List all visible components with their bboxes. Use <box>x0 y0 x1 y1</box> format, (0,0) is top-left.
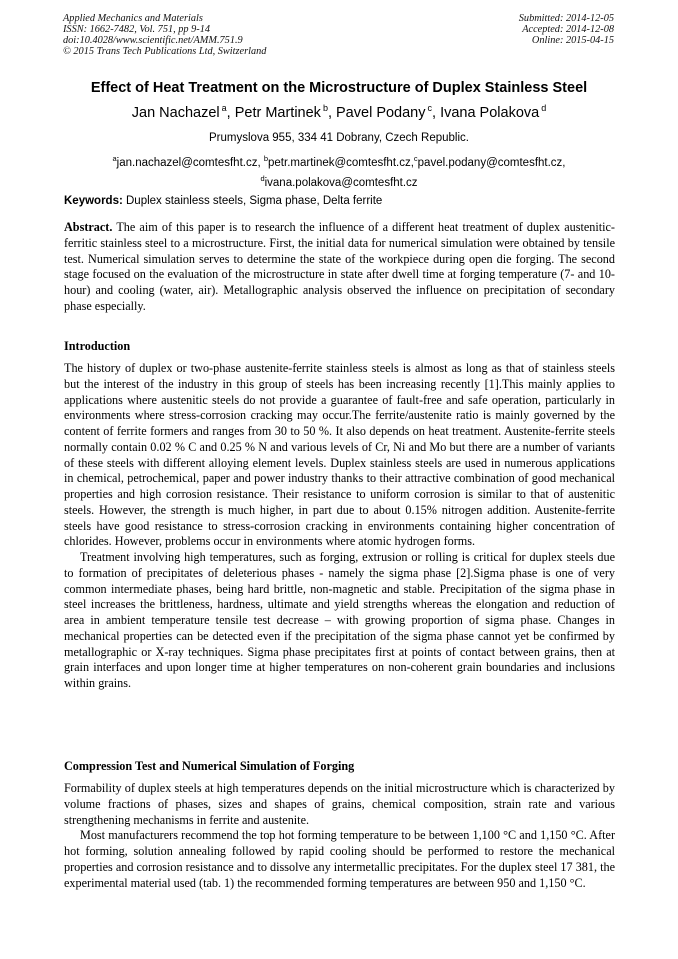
affiliation: Prumyslova 955, 334 41 Dobrany, Czech Republic. <box>209 132 469 144</box>
keywords-text: Duplex stainless steels, Sigma phase, Delta ferrite <box>122 195 383 207</box>
paragraph: Most manufacturers recommend the top hot forming temperature to be between 1,100 °C and 1,150 °C. After hot forming, solution annealing followed by rapid cooling should be performed to restore the mechanical properties and corrosion resistance and to dissolve any intermetallic precipitates. For the duplex steel 17 381, the experimental material used (tab. 1) the recommended forming temperatures are between 950 and 1,150 °C. <box>64 828 615 890</box>
doi: doi:10.4028/www.scientific.net/AMM.751.9 <box>63 35 243 46</box>
author-mark: b <box>322 103 328 113</box>
email-mark: c <box>413 154 418 163</box>
keywords-label: Keywords: <box>64 195 123 207</box>
compression-body <box>64 781 615 891</box>
email-address[interactable]: petr.martinek@comtesfht.cz, <box>268 157 414 169</box>
abstract <box>64 220 615 315</box>
author-mark: d <box>541 103 547 113</box>
publication-dates <box>519 13 614 46</box>
email-address[interactable]: jan.nachazel@comtesfht.cz, <box>116 157 264 169</box>
accepted-date: Accepted: 2014-12-08 <box>522 24 614 35</box>
online-date: Online: 2015-04-15 <box>531 35 614 46</box>
email-address[interactable]: pavel.podany@comtesfht.cz, <box>417 157 566 169</box>
email-mark: b <box>263 154 269 163</box>
introduction-body <box>64 361 615 692</box>
author-name: Pavel Podany <box>336 105 426 121</box>
email-list <box>0 151 678 191</box>
paper-title: Effect of Heat Treatment on the Microstructure of Duplex Stainless Steel <box>90 80 588 96</box>
author-mark: c <box>427 103 432 113</box>
paragraph: Treatment involving high temperatures, such as forging, extrusion or rolling is critical for duplex steels due to formation of precipitates of deleterious phases - namely the sigma phase [2].Sigma phase is one of very common intermediate phases, being hard brittle, non-magnetic and stable. Precipitation of the sigma phase in steel increases the brittleness, hardness, ultimate and yield strengths whereas the elongation and reduction of area in ambient temperature tensile test decrease – with growing proportion of sigma phase. Changes in mechanical properties can be detected even if the precipitation of the sigma phase cannot yet be confirmed by metallographic or X-ray techniques. Sigma phase precipitates first at points of contact between grains, then at grain interfaces and upon longer time at higher temperatures on non-coherent grain boundaries and inclusions within grains. <box>64 550 615 690</box>
author-separator: , <box>432 105 441 121</box>
journal-info <box>63 13 266 57</box>
paragraph: The history of duplex or two-phase austenite-ferrite stainless steels is almost as long as that of stainless steels but the interest of the industry in this group of steels has been increasing recently [1].This mainly applies to applications where austenitic steels do not provide a guarantee of fault-free and safe operation, particularly in environments where stress-corrosion cracking may occur.The ferrite/austenite ratio is mainly governed by the content of ferrite formers and ranges from 30 to 50 %. It also depends on heat treatment. Austenite-ferrite steels normally contain 0.02 % C and 0.25 % N and various levels of Cr, Ni and Mo but there are a number of variants of these steels with different alloying element levels. Duplex stainless steels are used in numerous applications in chemical, petrochemical, paper and power industry thanks to their attractive combination of good mechanical properties and high corrosion resistance. Their resistance to uniform corrosion is similar to that of austenitic steels. However, the strength is much higher, in part due to about 0.15% nitrogen addition. Austenite-ferrite steels have good resistance to stress-corrosion cracking in environments containing higher concentration of chlorides. However, problems occur in environments where atomic hydrogen forms. <box>64 361 615 549</box>
paragraph: Formability of duplex steels at high temperatures depends on the initial microstructure which is characterized by volume fractions of phases, sizes and shapes of grains, chemical composition, strain rate and various strengthening mechanisms in ferrite and austenite. <box>64 781 615 827</box>
author-separator: , <box>226 105 235 121</box>
author-name: Jan Nachazel <box>131 105 220 121</box>
email-address[interactable]: ivana.polakova@comtesfht.cz <box>264 177 418 189</box>
issn: ISSN: 1662-7482, Vol. 751, pp 9-14 <box>63 24 211 35</box>
copyright: © 2015 Trans Tech Publications Ltd, Switzerland <box>63 46 267 57</box>
submitted-date: Submitted: 2014-12-05 <box>518 13 614 24</box>
abstract-label: Abstract. <box>64 220 113 234</box>
author-separator: , <box>327 105 337 121</box>
journal-name: Applied Mechanics and Materials <box>63 13 203 24</box>
email-mark: a <box>112 154 117 163</box>
section-heading-introduction: Introduction <box>64 339 131 353</box>
section-heading-compression: Compression Test and Numerical Simulation of Forging <box>64 759 355 773</box>
abstract-text: The aim of this paper is to research the influence of a different heat treatment of duplex austenitic-ferritic stainless steel to a microstructure. First, the initial data for numerical simulation were obtained by tensile test. Numerical simulation serves to determine the state of the workpiece during open die forging. The second stage focused on the evaluation of the microstructure in state after dwell time at forging temperature (7- and 10-hour) and cooling (water, air). Metallographic analysis observed the influence on precipitation of secondary phase especially. <box>64 220 615 313</box>
keywords <box>64 195 615 207</box>
author-name: Petr Martinek <box>234 105 321 121</box>
author-mark: a <box>221 103 227 113</box>
email-mark: d <box>260 174 265 183</box>
author-name: Ivana Polakova <box>440 105 540 121</box>
author-list <box>0 103 678 121</box>
